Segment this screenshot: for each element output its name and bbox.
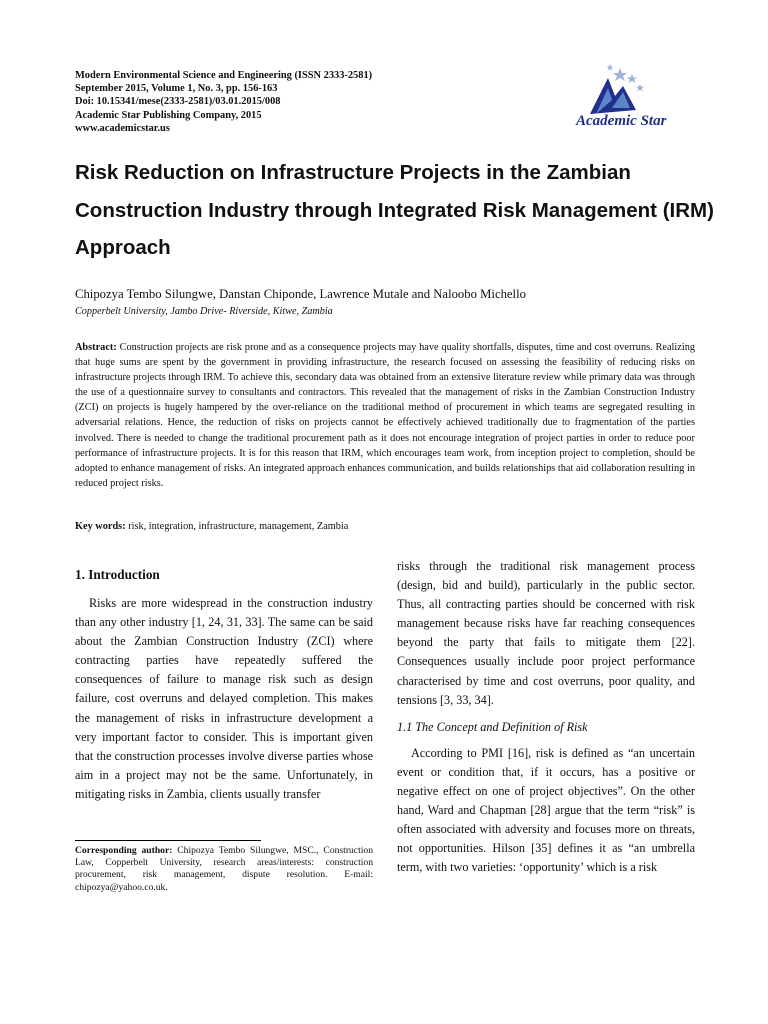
keywords-text: risk, integration, infrastructure, management, Zambia: [128, 521, 349, 532]
paper-title: Risk Reduction on Infrastructure Projects in the Zambian Construction Industry through Integrated Risk Management (IRM) Approach: [75, 161, 714, 259]
keywords: [75, 521, 695, 532]
journal-name: Modern Environmental Science and Engineering (ISSN 2333-2581): [75, 70, 373, 81]
risk-definition-paragraph: According to PMI [16], risk is defined as “an uncertain event or condition that, if it occurs, has a positive or negative effect on one of project objectives”. On the other hand, Ward and Chapman [28] argue that the term “risk” is often associated with adversity and focuses more on threats, not opportunities. Hilson [35] defines it as “an umbrella term, with two varieties: ‘opportunity’ which is a risk: [397, 745, 695, 875]
intro-paragraph-continued: risks through the traditional risk management process (design, bid and build), particularly in the public sector. Thus, all contracting parties should be concerned with risk management because risks have far reaching consequences beyond the party that fails to mitigate them [22]. Consequences usually include poor project performance characterised by time and cost overruns, poor quality, and tensions [3, 33, 34].: [397, 559, 695, 707]
abstract: [75, 340, 695, 491]
corresponding-author-footnote: [75, 845, 373, 894]
subsection-heading-risk-concept: 1.1 The Concept and Definition of Risk: [397, 719, 588, 734]
section-heading-introduction: 1. Introduction: [75, 567, 160, 582]
journal-header: [75, 69, 495, 135]
affiliation: Copperbelt University, Jambo Drive- Riverside, Kitwe, Zambia: [75, 306, 333, 317]
footnote-divider: [75, 840, 261, 841]
footnote-text: Chipozya Tembo Silungwe, MSC., Construction Law, Copperbelt University, research areas/interests: construction procurement, risk management, dispute resolution. E-mail: chipozya@yahoo.co.uk.: [75, 845, 373, 893]
footnote-label: Corresponding author:: [75, 845, 173, 856]
intro-paragraph: Risks are more widespread in the construction industry than any other industry [1, 24, 31, 33]. The same can be said about the Zambian Construction Industry (ZCI) where contracting parties have repeatedly suffered the consequences of failure to manage risk such as design failure, cost overruns and delayed completion. This makes the management of risks in infrastructure development a very important factor to consider. This is important given that the construction processes involve diverse parties whose aim in a project may not be the same. Unfortunately, in mitigating risks in Zambia, clients usually transfer: [75, 596, 373, 801]
website: www.academicstar.us: [75, 122, 170, 134]
publisher: Academic Star Publishing Company, 2015: [75, 109, 262, 121]
doi: Doi: 10.15341/mese(2333-2581)/03.01.2015/008: [75, 96, 281, 108]
logo-wordmark: Academic Star: [576, 113, 667, 129]
keywords-label: Key words:: [75, 521, 126, 532]
abstract-label: Abstract:: [75, 342, 117, 353]
issue-info: September 2015, Volume 1, No. 3, pp. 156-163: [75, 83, 278, 95]
left-column: [75, 556, 373, 804]
abstract-text: Construction projects are risk prone and as a consequence projects may have quality shortfalls, disputes, time and cost overruns. Realizing that huge sums are spent by the government in providing infrastructure, the research focused on assessing the feasibility of reducing risks on infrastructure projects through IRM. To achieve this, secondary data was obtained from an extensive literature review while primary data was through the use of a questionnaire survey to consultants and contractors. This revealed that the management of risks in the Zambian Construction Industry (ZCI) on projects is hugely hampered by the over-reliance on the traditional method of procurement in which teams are segregated resulting in adversarial relations. Hence, the reduction of risks on projects cannot be effectively achieved traditionally due to fragmentation of the parties involved. There is needed to change the traditional procurement path as it does not encourage integration of project parties in order to reduce poor performance of infrastructure projects. It is for this reason that IRM, which encourages team work, from inception project to completion, should be adopted to enhance management of risks. An integrated approach enhances communication, and builds relationships that aid collaboration resulting in reduced project risks.: [75, 342, 695, 489]
authors: Chipozya Tembo Silungwe, Danstan Chiponde, Lawrence Mutale and Naloobo Michello: [75, 287, 526, 301]
right-column: [397, 557, 695, 877]
